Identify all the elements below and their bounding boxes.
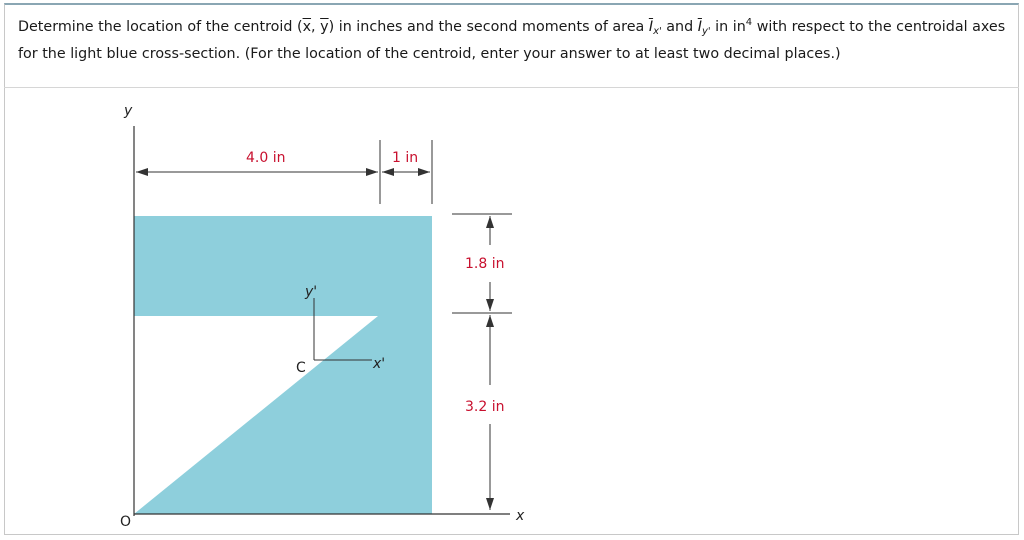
dim-label-width: 4.0 in [246,150,286,166]
text-part-2: ) in inches and the second moments of area [328,19,649,35]
dim-label-lower: 3.2 in [465,399,505,415]
y-axis-label: y [124,103,133,119]
x-bar-symbol: $\overline{x}$ [302,19,312,35]
comma: , [311,19,321,35]
dim-arrow-web-left [382,168,394,176]
dim-arrow-right [366,168,378,176]
x-prime-label: x' [373,356,386,372]
text-part-3: and [661,19,698,35]
unit-exponent: 4 [745,17,753,28]
dim-label-flange: 1.8 in [465,256,505,272]
text-part-4: in in [710,19,746,35]
dim-arrow-flange-down [486,299,494,311]
dim-arrow-left [136,168,148,176]
dim-arrow-web-right [418,168,430,176]
y-bar-symbol: $\overline{y}$ [320,19,329,35]
ix-subscript: x' [653,26,662,37]
dim-arrow-lower-down [486,498,494,510]
centroid-label: C [296,360,306,376]
dim-label-web: 1 in [392,150,419,166]
x-axis-label: x [516,508,525,524]
iy-subscript: y' [701,26,711,37]
y-prime-label: y' [305,284,318,300]
ix-symbol: $\overline{I}$ [648,19,654,35]
text-part-1: Determine the location of the centroid ( [18,19,303,35]
text-part-5: with respect to the centroidal axes for the light blue cross-section. (For the location of the centroid, enter your answer to at least two decimal places.) [18,19,1006,62]
iy-symbol: $\overline{I}$ [697,19,702,35]
dim-arrow-lower-up [486,315,494,327]
cross-section-shape [134,216,432,514]
dim-arrow-flange-up [486,216,494,228]
origin-label: O [120,514,132,530]
